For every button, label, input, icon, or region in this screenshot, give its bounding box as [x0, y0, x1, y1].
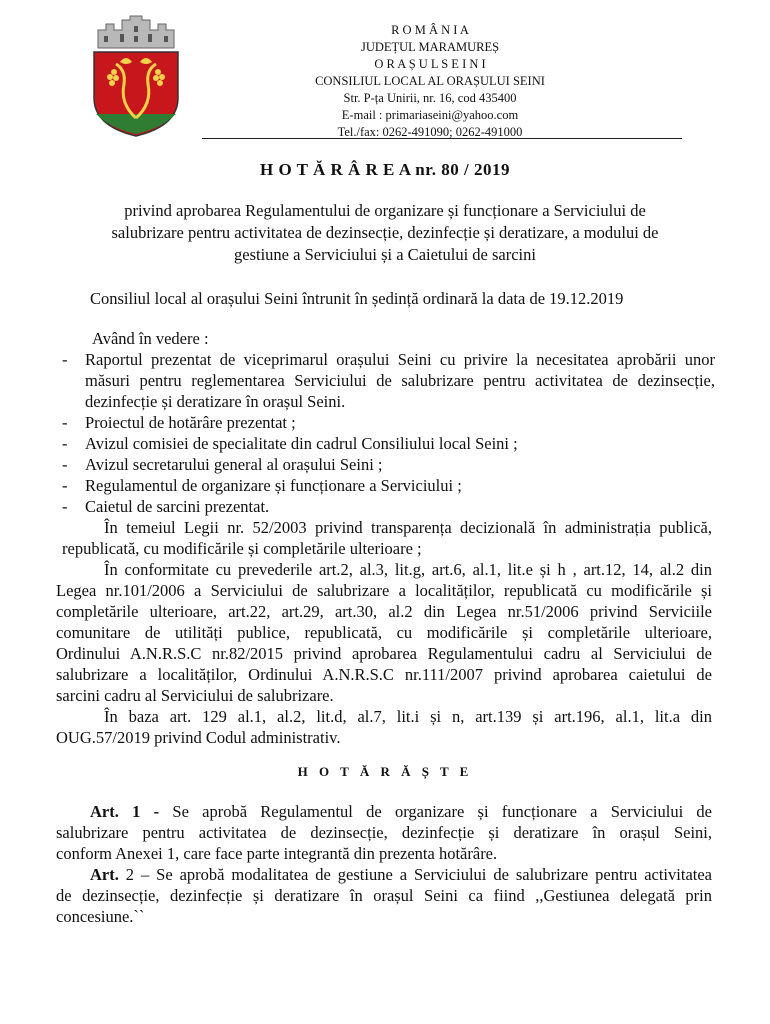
legal-basis-line: sarcini cadru al Serviciului de salubrizare. [56, 686, 334, 705]
bullet-item: Caietul de sarcini prezentat. [85, 497, 270, 516]
article-2-label: Art. [90, 865, 119, 884]
header-council: CONSILIUL LOCAL AL ORAȘULUI SEINI [315, 74, 545, 88]
bullet-mark: - [62, 413, 68, 432]
coat-of-arms-image [90, 14, 182, 138]
bullet-mark: - [62, 350, 68, 369]
legal-basis-line: OUG.57/2019 privind Codul administrativ. [56, 728, 341, 747]
session-statement: Consiliul local al orașului Seini întrunit în ședință ordinară la data de 19.12.2019 [90, 289, 624, 308]
article-1-line: salubrizare pentru activitatea de dezinsecție, dezinfecție și deratizare în orașul Seini, [56, 823, 712, 842]
legal-basis-line: salubrizare a localităților, Ordinului A.N.R.S.C nr.111/2007 privind aprobarea caietului de [56, 665, 712, 684]
article-1-text: Se aprobă Regulamentul de organizare și funcționare a Serviciului de [172, 802, 712, 821]
header-county: JUDEȚUL MARAMUREȘ [360, 40, 500, 54]
bullet-item: Avizul secretarului general al orașului Seini ; [85, 455, 383, 474]
article-2-line: de dezinsecție, dezinfecție și deratizare în orașul Seini ca fiind ,,Gestiunea delegată prin [56, 886, 712, 905]
document-subject: privind aprobarea Regulamentului de organizare și funcționare a Serviciului de salubrizare pentru activitatea de dezinsecție, dezinfecție și deratizare, a modului de gestiune a Serviciului și a Caietului de sarcini [111, 201, 659, 264]
bullet-mark: - [62, 497, 68, 516]
considering-heading: Având în vedere : [92, 329, 209, 348]
bullet-item: Proiectul de hotărâre prezentat ; [85, 413, 296, 432]
article-1-line: conform Anexei 1, care face parte integrantă din prezenta hotărâre. [56, 844, 498, 863]
legal-basis-line: În baza art. 129 al.1, al.2, lit.d, al.7, lit.i și n, art.139 și art.196, al.1, lit.a din [104, 707, 712, 726]
legal-basis-line: completările ulterioare, art.22, art.29, art.30, al.2 din Legea nr.51/2006 privind Serviciile [56, 602, 712, 621]
legal-basis-line: Ordinului A.N.R.S.C nr.82/2015 privind aprobarea Regulamentului cadru al Serviciului de [56, 644, 712, 663]
header-phone: Tel./fax: 0262-491090; 0262-491000 [337, 125, 523, 139]
document-title: H O T Ă R Â R E A nr. 80 / 2019 [260, 160, 510, 179]
article-2-line: concesiune.`` [56, 907, 145, 926]
bullet-item: Raportul prezentat de viceprimarul orașului Seini cu privire la necesitatea aprobării unor măsuri pentru reglementarea Serviciului de salubrizare pentru activitatea de dezinsecție, dezinfecție și deratizare în orașul Seini. [85, 350, 715, 411]
header-divider [202, 138, 682, 139]
bullet-mark: - [62, 455, 68, 474]
bullet-item: Avizul comisiei de specialitate din cadrul Consiliului local Seini ; [85, 434, 518, 453]
decision-heading: H O T Ă R Ă Ș T E [297, 764, 473, 779]
legal-basis-line: În conformitate cu prevederile art.2, al.3, lit.g, art.6, al.1, lit.e și h , art.12, 14, al.2 din [104, 560, 712, 579]
legal-basis-line: În temeiul Legii nr. 52/2003 privind transparența decizională în administrația publică, [104, 518, 712, 537]
header-address: Str. P-ța Unirii, nr. 16, cod 435400 [343, 91, 517, 105]
article-1-label: Art. 1 - [90, 802, 160, 821]
article-2-text: 2 – Se aprobă modalitatea de gestiune a Serviciului de salubrizare pentru activitatea [125, 865, 712, 884]
legal-basis-line: Legea nr.101/2006 a Serviciului de salubrizare a localităților, republicată cu modificările și [56, 581, 712, 600]
header-town: O R A Ș U L S E I N I [374, 57, 486, 71]
article-2-line [90, 864, 712, 885]
article-1-line [90, 801, 712, 822]
bullet-mark: - [62, 476, 68, 495]
bullet-mark: - [62, 434, 68, 453]
legal-basis-line: comunitare de utilități publice, republicată, cu modificările și completările ulterioare, [56, 623, 712, 642]
header-email: E-mail : primariaseini@yahoo.com [341, 108, 519, 122]
header-country: R O M Â N I A [391, 23, 469, 37]
legal-basis-line: republicată, cu modificările și completările ulterioare ; [62, 539, 422, 558]
bullet-item: Regulamentul de organizare și funcționare a Serviciului ; [85, 476, 462, 495]
